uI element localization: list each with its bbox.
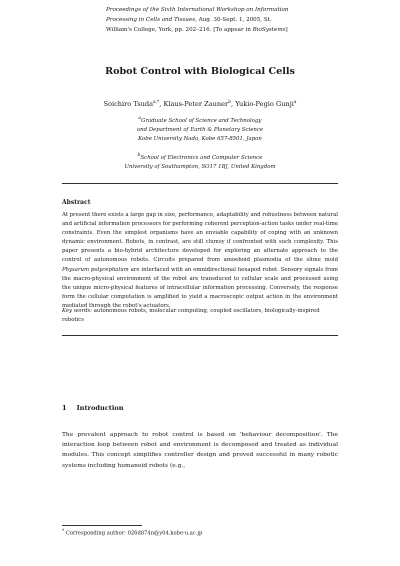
footnote-mark: * xyxy=(62,529,65,534)
affiliation-mark: b xyxy=(137,153,141,158)
author-name: Klaus-Peter Zauner xyxy=(163,100,229,109)
author-name: Yukio-Pegio Gunji xyxy=(235,100,294,109)
author-name: Soichiro Tsuda xyxy=(103,100,154,109)
abstract-text-part: At present there exists a large gap in size, performance, adaptability and robustness between natural and artificial information processors for performing coherent perception-action tasks under real-time constraints. Even the simplest organisms have an enviable capability of coping with an unknown dynamic environment. Robots, in contrast, are still clumsy if confronted with such complexity. This paper presents a bio-hybrid architecture developed for exploring an alternate approach to the control of autonomous robots. Circuits prepared from amoeboid plasmodia of the slime mold xyxy=(62,212,338,264)
abstract-text xyxy=(62,211,338,311)
author-separator: , xyxy=(159,100,164,109)
section-number: 1 xyxy=(62,404,67,412)
footnote-text: Corresponding author: 026d874n@y04.kobe-u.ac.jp xyxy=(64,530,203,537)
proceedings-line-1: Proceedings of the Sixth International Workshop on Information xyxy=(106,7,289,13)
abstract-text-part: are interfaced with an omnidirectional hexapod robot. Sensory signals from the macro-physical environment of the robot are transduced to cellular scale and processed using the unique micro-physical features of intracellular information processing. Conversely, the response form the cellular computation is amplified to yield a macroscopic output action in the environment mediated through the robot's actuators. xyxy=(62,266,338,309)
affiliation-a xyxy=(0,114,400,144)
proceedings-line-2: Processing in Cells and Tissues, xyxy=(106,17,197,24)
affiliation-line: University of Southampton, SO17 1BJ, United Kingdom xyxy=(124,164,276,170)
introduction-text: The prevalent approach to robot control is based on 'behaviour decomposition'. The interaction loop between robot and environment is decomposed and treated as individual modules. This concept simplifies controller design and proved successful in many robotic systems including humanoid robots (e.g., xyxy=(62,432,338,469)
affiliation-line: Kobe University Nada, Kobe 657-8501, Japan xyxy=(138,136,262,143)
abstract-bottom-rule xyxy=(62,335,338,336)
author-list xyxy=(0,100,400,108)
keywords-label: Key words: xyxy=(62,308,93,314)
footnote xyxy=(62,529,202,537)
affiliation-line: Graduate School of Science and Technology xyxy=(141,117,262,124)
author-affil-mark: a,* xyxy=(153,100,160,105)
proceedings-bracket: ] xyxy=(285,27,288,34)
abstract-heading: Abstract xyxy=(62,199,91,206)
journal-name: BioSystems xyxy=(252,27,286,34)
proceedings-venue: William's College, York, pp. 202–216. [To appear in xyxy=(106,27,253,34)
abstract-top-rule xyxy=(62,183,338,184)
species-name: Physarum polycephalum xyxy=(62,266,129,273)
author-affil-mark: b xyxy=(228,100,231,105)
affiliation-mark: a xyxy=(138,116,142,121)
proceedings-dates: Aug. 30-Sept. 1, 2005, St. xyxy=(196,17,272,24)
author-affil-mark: a xyxy=(293,100,297,105)
affiliation-b xyxy=(0,151,400,172)
paper-title: Robot Control with Biological Cells xyxy=(105,66,295,77)
keywords-list: autonomous robots, molecular computing, coupled oscillators, biologically-inspired robotics xyxy=(62,308,320,324)
section-heading xyxy=(62,404,124,412)
affiliation-line: and Department of Earth & Planetary Science xyxy=(136,127,264,133)
footnote-rule xyxy=(62,525,142,526)
proceedings-note xyxy=(106,5,336,36)
author-separator: , xyxy=(231,100,236,109)
section-title: Introduction xyxy=(76,404,124,412)
keywords xyxy=(62,307,338,325)
affiliation-line: School of Electronics and Computer Science xyxy=(140,154,263,161)
